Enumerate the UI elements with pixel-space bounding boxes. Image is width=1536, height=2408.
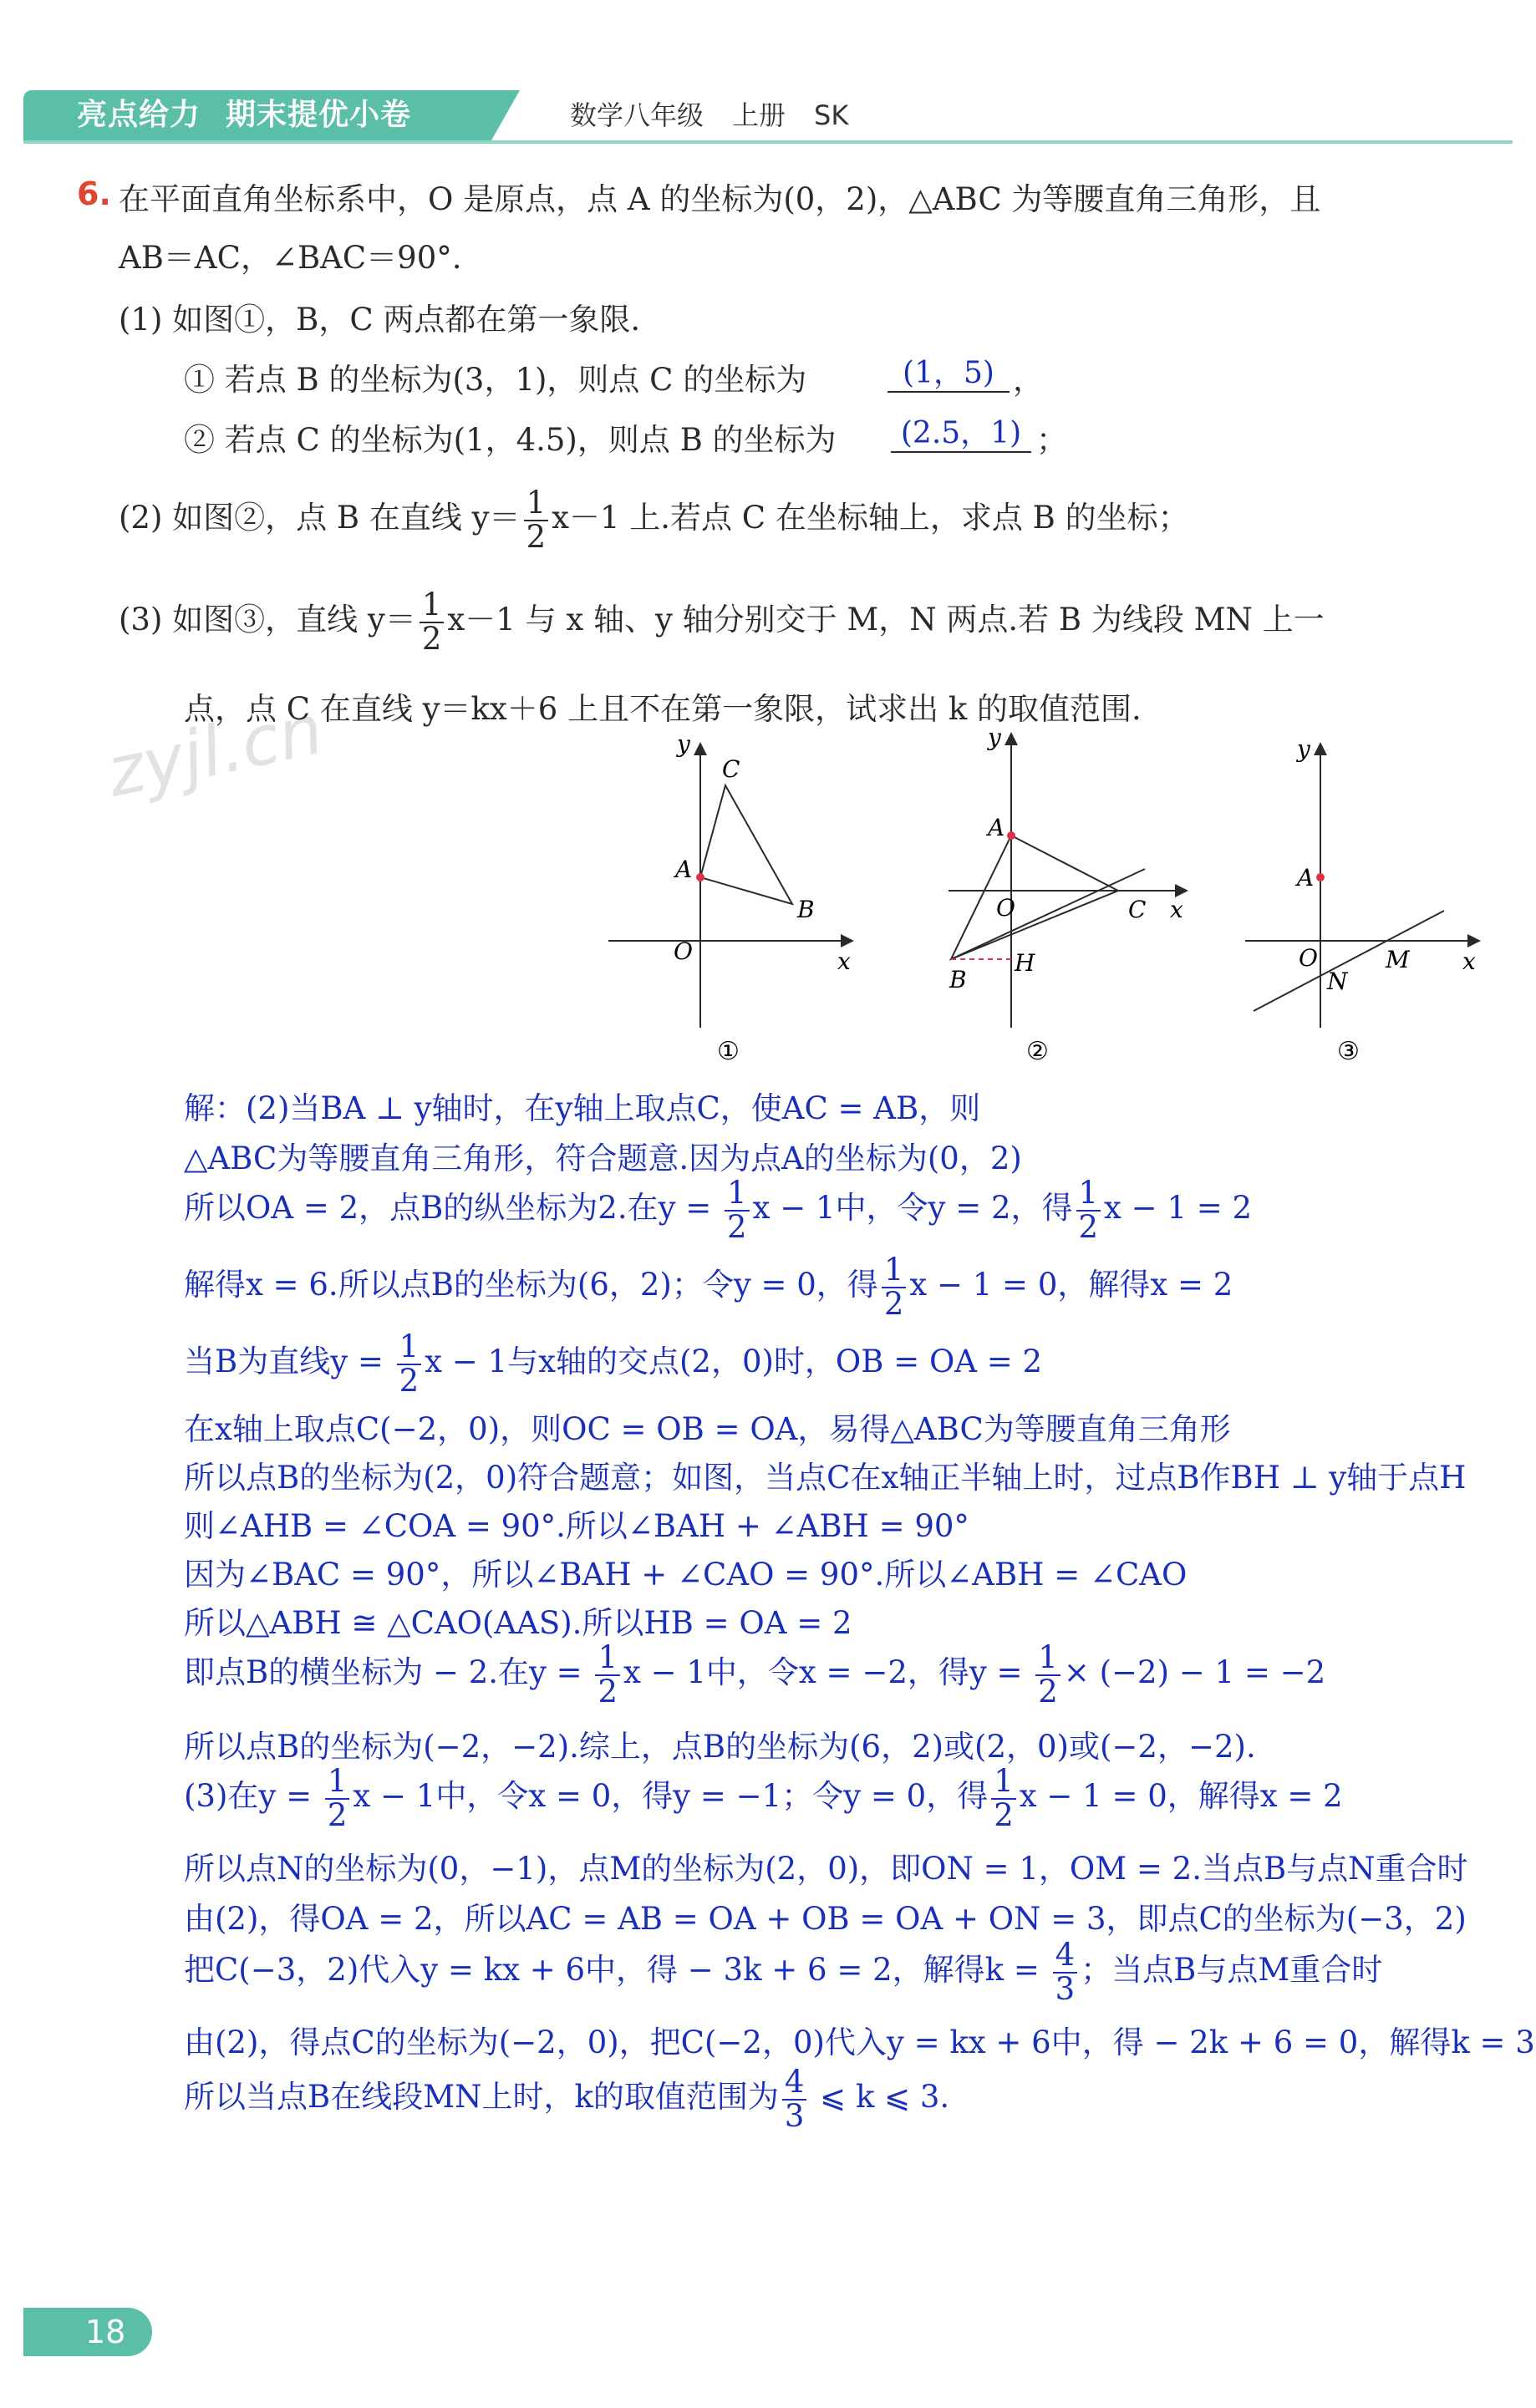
solution-line: 由(2)，得点C的坐标为(−2，0)，把C(−2，0)代入y = kx + 6中，得 − 2k + 6 = 0，解得k = 3	[184, 2024, 1535, 2060]
fraction-den: 2	[327, 1796, 348, 1833]
part2-suffix: x－1 上.若点 C 在坐标轴上，求点 B 的坐标；	[552, 500, 1189, 536]
fraction-num: 1	[595, 1642, 620, 1676]
part1-b-suffix: ；	[1036, 422, 1067, 458]
line-mn	[1254, 911, 1444, 1011]
y-axis-label: y	[988, 727, 1001, 751]
figure-1	[608, 730, 852, 1066]
solution-text: ；当点B与点M重合时	[1081, 1952, 1383, 1988]
solution-line: 解：(2)当BA ⊥ y轴时，在y轴上取点C，使AC = AB，则	[184, 1090, 981, 1126]
solution-text: 解得x = 6.所以点B的坐标为(6，2)；令y = 0，得	[184, 1267, 878, 1303]
page-number: 18	[23, 2308, 152, 2356]
x-axis-label: x	[1170, 896, 1183, 923]
figure-2-label: ②	[1026, 1037, 1049, 1066]
fraction-den: 2	[399, 1362, 420, 1399]
solution-text: 当B为直线y =	[184, 1344, 394, 1379]
header-subject: 数学八年级	[570, 99, 704, 131]
solution-line: 所以△ABH ≅ △CAO(AAS).所以HB = OA = 2	[184, 1605, 852, 1641]
fraction-half	[725, 1174, 750, 1245]
triangle-abc	[951, 836, 1118, 959]
fraction-den: 2	[883, 1285, 904, 1322]
solution-line	[184, 1761, 1343, 1831]
fraction-four-thirds	[782, 2063, 807, 2134]
line-through-b	[951, 869, 1145, 959]
solution-line: 所以点B的坐标为(−2，−2).综上，点B的坐标为(6，2)或(2，0)或(−2，−2).	[184, 1729, 1256, 1765]
watermark: zyjl.cn	[100, 689, 330, 813]
part2-line	[119, 481, 1189, 555]
part3-prefix: (3) 如图③，直线 y＝	[119, 602, 416, 638]
solution-text: × (−2) − 1 = −2	[1063, 1654, 1326, 1690]
fraction-half	[325, 1762, 350, 1833]
solution-line: 因为∠BAC = 90°，所以∠BAH + ∠CAO = 90°.所以∠ABH = ∠CAO	[184, 1557, 1188, 1593]
solution-line: 在x轴上取点C(−2，0)，则OC = OB = OA，易得△ABC为等腰直角三角形	[184, 1411, 1231, 1447]
part3-suffix: x－1 与 x 轴、y 轴分别交于 M，N 两点.若 B 为线段 MN 上一	[447, 602, 1325, 638]
part1-b-answer: (2.5，1)	[891, 409, 1031, 453]
question-intro-line1: 在平面直角坐标系中，O 是原点，点 A 的坐标为(0，2)，△ABC 为等腰直角三角形，且	[119, 181, 1321, 217]
question-number: 6.	[77, 175, 111, 212]
part1-a-suffix: ，	[1013, 362, 1044, 398]
header-subject-info	[570, 94, 877, 136]
solution-text: 所以当点B在线段MN上时，k的取值范围为	[184, 2079, 779, 2115]
triangle-abc	[700, 785, 792, 904]
point-a	[1007, 831, 1015, 840]
part2-prefix: (2) 如图②，点 B 在直线 y＝	[119, 500, 521, 536]
solution-text: (3)在y =	[184, 1778, 322, 1814]
solution-line	[184, 1935, 1382, 2005]
fraction-num: 1	[524, 487, 549, 521]
fraction-num: 1	[725, 1177, 750, 1212]
fraction-half	[882, 1251, 907, 1322]
fraction-den: 2	[994, 1796, 1014, 1833]
point-a	[696, 873, 704, 881]
fraction-four-thirds	[1053, 1936, 1078, 2007]
fraction-num: 1	[991, 1765, 1016, 1800]
solution-line	[184, 1327, 1042, 1397]
solution-line	[184, 1250, 1233, 1320]
point-m-label: M	[1386, 946, 1410, 973]
fraction-num: 1	[420, 589, 445, 623]
origin-label: O	[1299, 944, 1318, 972]
part1-b-prefix: ② 若点 C 的坐标为(1，4.5)，则点 B 的坐标为	[184, 422, 837, 458]
solution-line: 由(2)，得OA = 2，所以AC = AB = OA + OB = OA + ON = 3，即点C的坐标为(−3，2)	[184, 1901, 1467, 1937]
point-b-label: B	[949, 966, 967, 993]
fraction-half	[991, 1762, 1016, 1833]
solution-text: x − 1 = 2	[1104, 1190, 1253, 1226]
fraction-num: 1	[1076, 1177, 1101, 1212]
fraction-den: 2	[421, 620, 442, 657]
fraction-num: 1	[1035, 1642, 1060, 1676]
fraction-num: 1	[397, 1331, 422, 1365]
point-a-label: A	[1297, 864, 1315, 892]
fraction-half	[1076, 1174, 1101, 1245]
fraction-den: 2	[727, 1208, 747, 1245]
fraction-num: 1	[325, 1765, 350, 1800]
solution-text: x − 1与x轴的交点(2，0)时，OB = OA = 2	[425, 1344, 1043, 1379]
fraction-num: 4	[1053, 1939, 1078, 1974]
fraction-den: 2	[1038, 1673, 1058, 1709]
fraction-num: 1	[882, 1254, 907, 1288]
part1-a-prefix: ① 若点 B 的坐标为(3，1)，则点 C 的坐标为	[184, 362, 807, 398]
question-intro-line2: AB＝AC，∠BAC＝90°.	[119, 240, 462, 276]
point-a	[1316, 873, 1325, 881]
point-h-label: H	[1015, 949, 1035, 977]
fraction-half	[420, 586, 445, 657]
solution-text: x − 1中，令x = 0，得y = −1；令y = 0，得	[353, 1778, 989, 1814]
fraction-den: 2	[598, 1673, 618, 1709]
fraction-half	[1035, 1638, 1060, 1709]
header-edition: SK	[814, 99, 849, 131]
fraction-den: 2	[526, 518, 547, 555]
fraction-den: 3	[784, 2097, 805, 2134]
solution-text: 把C(−3，2)代入y = kx + 6中，得 − 3k + 6 = 2，解得k =	[184, 1952, 1050, 1988]
y-axis-label: y	[1297, 735, 1310, 763]
solution-text: x − 1中，令x = −2，得y =	[623, 1654, 1033, 1690]
solution-line: 所以点N的坐标为(0，−1)，点M的坐标为(2，0)，即ON = 1，OM = 2.当点B与点N重合时	[184, 1851, 1468, 1887]
part1-title: (1) 如图①，B，C 两点都在第一象限.	[119, 302, 641, 338]
part3-line1	[119, 583, 1325, 657]
fraction-den: 3	[1055, 1970, 1076, 2007]
x-axis-label: x	[1462, 947, 1476, 975]
solution-line	[184, 1173, 1252, 1243]
part1-a-answer: (1，5)	[888, 349, 1010, 393]
solution-text: x − 1 = 0，解得x = 2	[1019, 1778, 1343, 1814]
header-volume: 上册	[732, 99, 786, 131]
figure-2	[949, 727, 1187, 1066]
x-axis-label: x	[837, 947, 851, 975]
header-brand: 亮点给力	[77, 98, 201, 132]
header-title	[77, 94, 411, 136]
figures	[602, 727, 1488, 1078]
solution-line: △ABC为等腰直角三角形，符合题意.因为点A的坐标为(0，2)	[184, 1140, 1022, 1176]
solution-line	[184, 2062, 949, 2132]
solution-text: 所以OA = 2，点B的纵坐标为2.在y =	[184, 1190, 722, 1226]
point-c-label: C	[1128, 896, 1147, 923]
solution-line	[184, 1638, 1325, 1708]
figure-3	[1245, 735, 1479, 1066]
point-n-label: N	[1327, 968, 1348, 995]
solution-line: 所以点B的坐标为(2，0)符合题意；如图，当点C在x轴正半轴上时，过点B作BH ⊥ y轴于点H	[184, 1460, 1467, 1496]
part3-line2: 点，点 C 在直线 y＝kx＋6 上且不在第一象限，试求出 k 的取值范围.	[184, 691, 1142, 727]
solution-text: 即点B的横坐标为 − 2.在y =	[184, 1654, 593, 1690]
solution-text: ⩽ k ⩽ 3.	[810, 2079, 950, 2115]
solution-text: x − 1中，令y = 2，得	[752, 1190, 1073, 1226]
y-axis-label: y	[677, 730, 690, 758]
fraction-num: 4	[782, 2066, 807, 2101]
point-a-label: A	[988, 814, 1005, 841]
point-c-label: C	[722, 755, 740, 783]
header-rule	[23, 140, 1513, 144]
fraction-den: 2	[1078, 1208, 1099, 1245]
point-a-label: A	[675, 856, 693, 883]
origin-label: O	[674, 937, 693, 965]
fraction-half	[524, 484, 549, 555]
solution-line: 则∠AHB = ∠COA = 90°.所以∠BAH + ∠ABH = 90°	[184, 1508, 969, 1544]
fraction-half	[595, 1638, 620, 1709]
header-series: 期末提优小卷	[226, 98, 412, 132]
fraction-half	[397, 1328, 422, 1399]
origin-label: O	[996, 894, 1015, 922]
solution-text: x − 1 = 0，解得x = 2	[909, 1267, 1233, 1303]
point-b-label: B	[797, 896, 815, 923]
figure-1-label: ①	[717, 1037, 740, 1066]
figure-3-label: ③	[1337, 1037, 1360, 1066]
